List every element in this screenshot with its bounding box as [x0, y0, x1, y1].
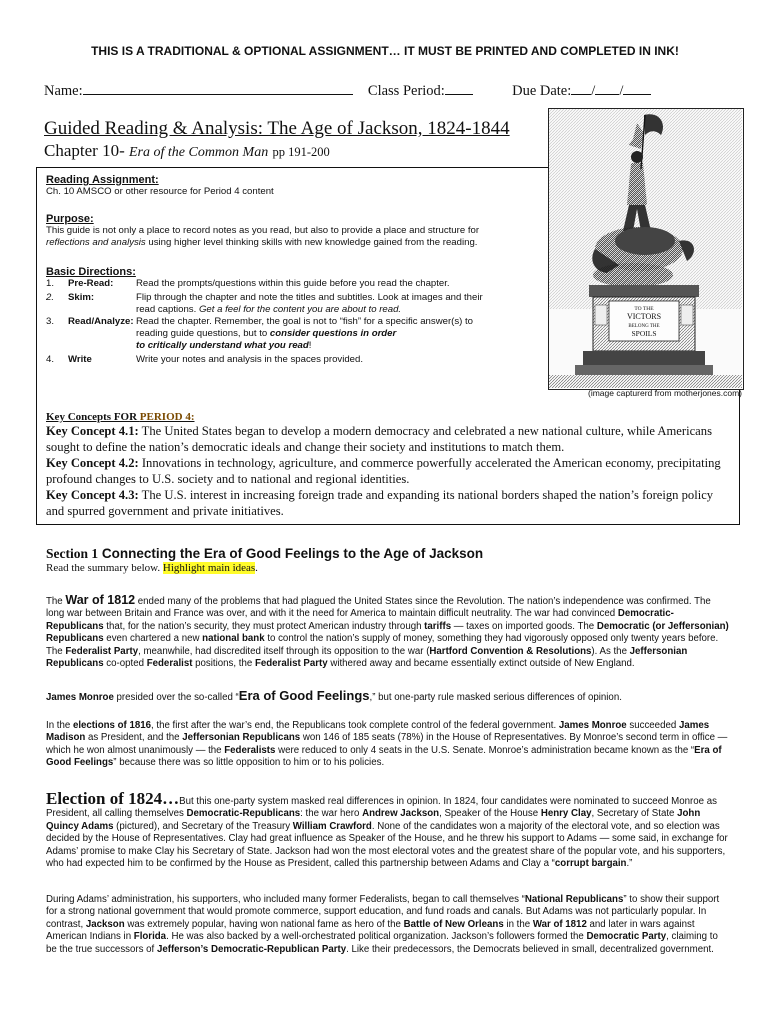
- due-month-field[interactable]: [571, 80, 591, 95]
- page-title: Guided Reading & Analysis: The Age of Jackson, 1824-1844: [44, 118, 510, 139]
- student-info-line: [44, 80, 744, 100]
- plaque-line-2: VICTORS: [626, 312, 662, 321]
- plaque-line-3: BELONG THE: [628, 324, 660, 329]
- period-label: PERIOD 4:: [139, 411, 195, 423]
- due-day-field[interactable]: [595, 80, 619, 95]
- key-concept-4-3: Key Concept 4.3: The U.S. interest in increasing foreign trade and expanding its national borders shaped the nation’s foreign policy and spurred government and private initiatives.: [46, 488, 714, 518]
- paragraph-war-of-1812: The War of 1812 ended many of the problems that had plagued the United States since the Revolution. The nation’s independence was confirmed. The long war between Britain and France was over, and with it the need for America to maintain difficult neutrality. The war had convinced Democratic-Republicans that, for the nation’s security, they must protect American industry through tariffs — taxes on imported goods. The Democratic (or Jeffersonian) Republicans even chartered a new national bank to control the nation’s supply of money, something they had vigorously opposed only twenty years before. The Federalist Party, meanwhile, had discredited itself through its opposition to the war (Hartford Convention & Resolutions). As the Jeffersonian Republicans co-opted Federalist positions, the Federalist Party withered away and became essentially extinct outside of New England.: [46, 593, 729, 670]
- name-field[interactable]: [83, 80, 353, 95]
- plaque-line-1: TO THE: [634, 306, 654, 312]
- due-separator: /: [591, 83, 596, 99]
- due-separator: /: [619, 83, 624, 99]
- name-label: Name:: [44, 83, 83, 99]
- section-1-instruction: Read the summary below. Highlight main ideas.: [46, 562, 258, 574]
- purpose-line-1: This guide is not only a place to record notes as you read, but also to provide a place and structure for: [46, 225, 480, 236]
- class-period-label: Class Period:: [367, 83, 445, 99]
- plaque-line-4: SPOILS: [631, 329, 657, 338]
- direction-item: 1. Pre-Read: Read the prompts/questions within this guide before you read the chapter.: [46, 278, 450, 289]
- assignment-notice: THIS IS A TRADITIONAL & OPTIONAL ASSIGNMENT… IT MUST BE PRINTED AND COMPLETED IN INK!: [91, 44, 679, 58]
- purpose-block: [46, 213, 526, 249]
- purpose-line-2: reflections and analysis using higher level thinking skills with new knowledge gained from the reading.: [46, 237, 478, 248]
- paragraph-era-of-good-feelings: James Monroe presided over the so-called “Era of Good Feelings,” but one-party rule masked serious differences of opinion.: [46, 688, 622, 703]
- image-caption: (image capturerd from motherjones.com): [588, 388, 743, 398]
- direction-item: 2. Skim: Flip through the chapter and note the titles and subtitles. Look at images and their read captions. Get a feel for the content you are about to read.: [46, 292, 483, 315]
- chapter-heading: [44, 141, 330, 161]
- chapter-prefix: Chapter 10-: [44, 141, 125, 160]
- political-cartoon-image: [548, 108, 744, 390]
- chapter-subtitle: Era of the Common Man: [128, 145, 269, 160]
- paragraph-elections-1816: In the elections of 1816, the first after the war’s end, the Republicans took complete control of the federal government. James Monroe succeeded James Madison as President, and the Jeffersonian Republicans won 146 of 185 seats (78%) in the House of Representatives. By Monroe’s second term in office — which he won almost unanimously — the Federalists were reduced to only 4 seats in the U.S. Senate. Monroe’s administration became known as the “Era of Good Feelings” because there was so little opposition to him or to his policies.: [46, 720, 728, 769]
- due-year-field[interactable]: [623, 80, 651, 95]
- victors-spoils-cartoon-icon: [549, 109, 742, 388]
- key-concepts-heading: Key Concepts FOR PERIOD 4:: [46, 411, 195, 423]
- paragraph-election-1824: Election of 1824…But this one-party system masked real differences in opinion. In 1824, four candidates were nominated to succeed Monroe as President, all calling themselves Democratic-Republicans: the war hero Andrew Jackson, Speaker of the House Henry Clay, Secretary of State John Quincy Adams (pictured), and Secretary of the Treasury William Crawford. None of the candidates won a majority of the electoral vote, and so election was decided by the House of Representatives. Clay had great influence as Speaker of the House, and he threw his support to Adams — some said, in exchange for Adams’ promise to make Clay his Secretary of State. Jackson had won the most electoral votes and the greatest share of the popular vote, and his supporters, who had expected him to be confirmed by the House as President, called this partnership between Adams and Clay a “corrupt bargain.”: [46, 789, 728, 870]
- reading-assignment-text: Ch. 10 AMSCO or other resource for Period 4 content: [46, 186, 274, 197]
- direction-item: 3. Read/Analyze: Read the chapter. Remember, the goal is not to “fish” for a specific answer(s) to reading guide questions, but to consider questions in order to critically understand what you read!: [46, 316, 474, 351]
- direction-item: 4. Write Write your notes and analysis in the spaces provided.: [46, 354, 363, 365]
- reading-assignment: [46, 174, 526, 198]
- highlight-instruction: Highlight main ideas: [162, 562, 256, 574]
- due-date-label: Due Date:: [512, 83, 572, 99]
- key-concept-4-2: Key Concept 4.2: Innovations in technology, agriculture, and commerce powerfully accelerated the American economy, precipitating profound changes to U.S. society and to national and regional identities.: [46, 456, 721, 486]
- purpose-label: Purpose:: [46, 213, 94, 225]
- chapter-pages: pp 191-200: [272, 145, 330, 159]
- class-period-field[interactable]: [445, 80, 473, 95]
- key-concept-4-1: Key Concept 4.1: The United States began to develop a modern democracy and celebrated a new national culture, while Americans sought to define the nation’s democratic ideals and change their society and institutions to match them.: [46, 424, 712, 454]
- reading-assignment-label: Reading Assignment:: [46, 174, 159, 186]
- section-1-title: Section 1 Connecting the Era of Good Feelings to the Age of Jackson: [46, 546, 484, 561]
- paragraph-adams-administration: During Adams’ administration, his supporters, who included many former Federalists, began to call themselves “National Republicans” to show their support for a strong national government that would promote commerce, support education, and fund roads and canals. But Adams was not particularly popular. In contrast, Jackson was extremely popular, having won national fame as hero of the Battle of New Orleans in the War of 1812 and later in wars against American Indians in Florida. He was also backed by a well-orchestrated political organization. Jackson’s followers formed the Democratic Party, claiming to be the true successors of Jefferson’s Democratic-Republican Party. Like their predecessors, the Democrats believed in small, decentralized government.: [46, 894, 720, 955]
- basic-directions: [46, 266, 526, 376]
- directions-label: Basic Directions:: [46, 266, 136, 278]
